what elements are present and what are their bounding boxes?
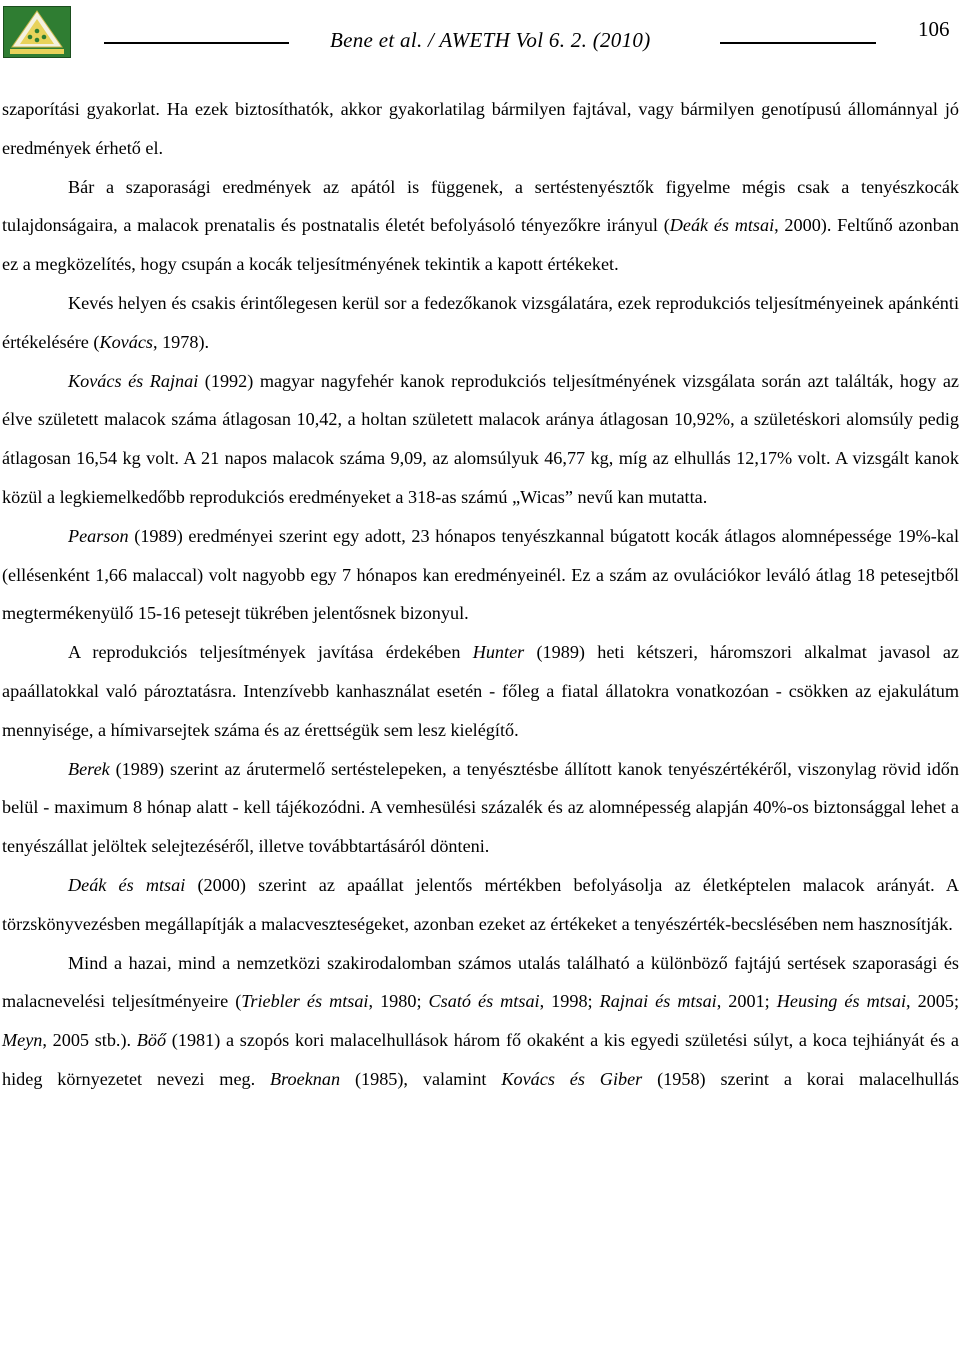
paragraph-3 [2,284,959,362]
text-run: , 1980; [368,991,429,1012]
citation-author: Böő [136,1030,167,1051]
citation-author: Kovács [99,331,153,352]
citation-author: Kovács és Rajnai [68,370,199,391]
citation-author: Hunter [472,642,525,663]
header-rule-left [104,42,289,44]
page-header [0,0,960,70]
citation-author: Csató és mtsai [428,991,540,1012]
citation-author: Kovács és Giber [501,1068,643,1089]
citation-author: Heusing és mtsai [776,991,906,1012]
text-run: (1989) heti kétszeri, háromszori alkalmat javasol az apaállatokkal való pároztatásra. Intenzívebb kanhasználat esetén - főleg a fiatal állatokra vonatkozóan - csökken az ejakulátum mennyisége, a hímivarsejtek száma és az érettségük sem lesz kielégítő. [2,642,959,740]
paragraph-7 [2,750,959,866]
paragraph-9 [2,944,959,1099]
text-run: (1989) eredményei szerint egy adott, 23 hónapos tenyészkannal búgatott kocák átlagos alomnépessége 19%-kal (ellésenként 1,66 malaccal) volt nagyobb egy 7 hónapos kan eredményeinél. Ez a szám az ovulációkor leváló átlag 18 petesejtből megtermékenyülő 15-16 petesejt tükrében jelentősnek bizonyul. [2,525,959,624]
paragraph-1 [2,90,959,168]
article-body [2,90,959,1099]
text-run: , 2005 stb.). [42,1030,137,1051]
text-run: (1992) magyar nagyfehér kanok reprodukciós teljesítményének vizsgálata során azt találták, hogy az élve született malacok száma átlagosan 10,42, a holtan született malacok aránya átlagosan 10,92%, a születéskori alomsúly pedig átlagosan 16,54 kg volt. A 21 napos malacok száma 9,09, az alomsúlyuk 46,77 kg, míg az elhullás 12,17% volt. A vizsgált kanok közül a legkiemelkedőbb reprodukciós eredményeket a 318-as számú „Wicas” nevű kan mutatta. [2,370,959,507]
text-run: , 2005; [906,991,959,1012]
text-run: A reprodukciós teljesítmények javítása érdekében [68,642,473,663]
citation-author: Meyn [2,1030,43,1051]
text-run: , 1998; [539,991,600,1012]
text-run: (1989) szerint az árutermelő sertéstelepeken, a tenyésztésbe állított kanok tenyészértékéről, viszonylag rövid időn belül - maximum 8 hónap alatt - kell tájékozódni. A vemhesülési százalék és az alomnépesség alapján 40%-os biztonsággal lehet a tenyészállat jelöltek selejtezéséről, illetve továbbtartásáról dönteni. [2,758,959,857]
paragraph-4 [2,362,959,517]
citation-author: Broeknan [270,1068,341,1089]
text-run: Kevés helyen és csakis érintőlegesen kerül sor a fedezőkanok vizsgálatára, ezek reprodukciós teljesítményeinek apánkénti értékelésére ( [2,292,959,352]
text-run: Bár a szaporasági eredmények az apától is függenek, a sertéstenyésztők figyelme mégis csak a tenyészkocák tulajdonságaira, a malacok prenatalis és postnatalis életét befolyásoló tényezőkre irányul ( [2,176,959,236]
paragraph-8 [2,866,959,944]
text-run: szaporítási gyakorlat. Ha ezek biztosíthatók, akkor gyakorlatilag bármilyen fajtával, vagy bármilyen genotípusú állománnyal jó eredmények érhető el. [2,99,959,158]
text-run: (1981) a szopós kori malacelhullások három fő okaként a kis egyedi születési súlyt, a koca tejhiányát és a hideg környezetet nevezi meg. [2,1030,960,1089]
text-run: , 1978). [152,331,210,352]
citation-author: Deák és mtsai [669,215,775,236]
journal-logo [3,6,71,58]
text-run: Mind a hazai, mind a nemzetközi szakirodalomban számos utalás található a különböző fajtájú sertések szaporasági és malacnevelési teljesítményeire ( [2,952,959,1012]
text-run: , 2000). Feltűnő azonban ez a megközelítés, hogy csupán a kocák teljesítményének tekintik a kapott értékeket. [2,215,959,275]
text-run: (1985), valamint [340,1068,502,1089]
header-rule-right [720,42,876,44]
text-run: (1958) szerint a korai malacelhullás [642,1068,959,1089]
text-run: (2000) szerint az apaállat jelentős mértékben befolyásolja az életképtelen malacok arányát. A törzskönyvezésben megállapítják a malacveszteségeket, azonban ezeket az értékeket a tenyészérték-becslésében nem hasznosítják. [2,874,959,934]
citation-author: Berek [68,758,110,779]
citation-author: Pearson [68,525,129,546]
paragraph-2 [2,168,959,284]
text-run: , 2001; [716,991,777,1012]
journal-citation: Bene et al. / AWETH Vol 6. 2. (2010) [330,28,651,52]
paragraph-6 [2,633,959,749]
citation-author: Deák és mtsai [68,874,186,895]
citation-author: Triebler és mtsai [241,991,369,1012]
paragraph-5 [2,517,959,633]
page-number: 106 [918,17,950,41]
citation-author: Rajnai és mtsai [599,991,717,1012]
